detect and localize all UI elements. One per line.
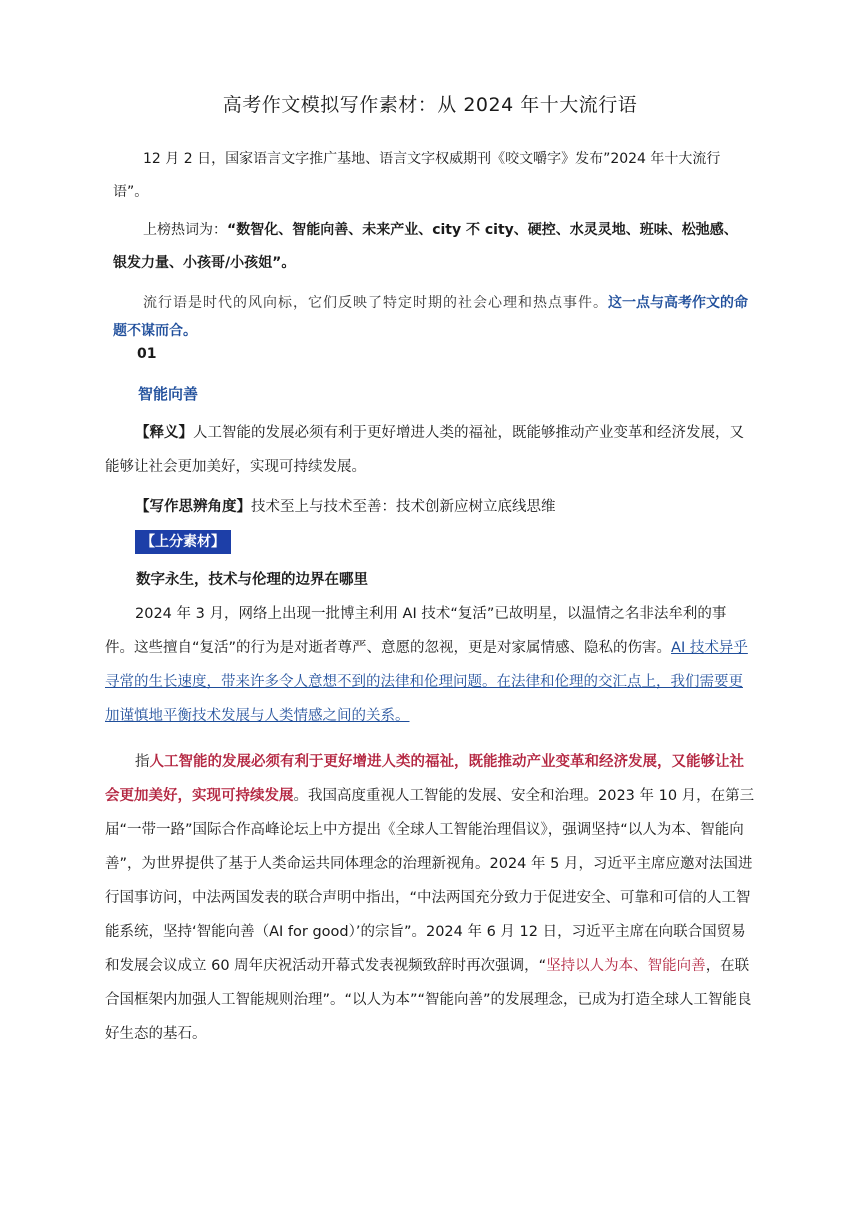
intro-release-text: 12 月 2 日，国家语言文字推广基地、语言文字权威期刊《咬文嚼字》发布”2024 年十大流行语”。 <box>113 151 721 200</box>
material-2-red-definition: 人工智能的发展必须有利于更好增进人类的福祉，既能推动产业变革和经济发展，又能够让社会更加美好，实现可持续发展 <box>105 754 744 804</box>
material-tag: 【上分素材】 <box>135 530 231 554</box>
context-text: 流行语是时代的风向标，它们反映了特定时期的社会心理和热点事件。 <box>143 295 608 311</box>
context-highlight: 这一点与高考作文的命题不谋而合。 <box>113 295 748 339</box>
intro-paragraph-keywords <box>113 214 749 280</box>
material-2-red-quote: 坚持以人为本、智能向善 <box>546 958 706 974</box>
intro-paragraph-release <box>113 143 749 209</box>
writing-angle-label: 【写作思辨角度】 <box>135 499 251 515</box>
material-1-text: 2024 年 3 月，网络上出现一批博主利用 AI 技术“复活”已故明星，以温情之名非法牟利的事件。这些擅自“复活”的行为是对逝者尊严、意愿的忽视，更是对家属情感、隐私的伤害。 <box>105 606 727 656</box>
section-heading: 智能向善 <box>138 385 199 403</box>
material-paragraph-1 <box>105 597 755 733</box>
keywords-list: “数智化、智能向善、未来产业、city 不 city、硬控、水灵灵地、班味、松弛感、银发力量、小孩哥/小孩姐”。 <box>113 222 738 271</box>
material-2-ending: ，在联合国框架内加强人工智能规则治理”。“以人为本”“智能向善”的发展理念，已成为打造全球人工智能良好生态的基石。 <box>105 958 752 1042</box>
keywords-prefix: 上榜热词为： <box>143 222 227 238</box>
material-2-body: 。我国高度重视人工智能的发展、安全和治理。2023 年 10 月，在第三届“一带一路”国际合作高峰论坛上中方提出《全球人工智能治理倡议》，强调坚持“以人为本、智能向善”，为世界提供了基于人类命运共同体理念的治理新视角。2024 年 5 月，习近平主席应邀对法国进行国事访问，中法两国发表的联合声明中指出，“中法两国充分致力于促进安全、可靠和可信的人工智能系统，坚持‘智能向善（AI for good）’的宗旨”。2024 年 6 月 12 日，习近平主席在向联合国贸易和发展会议成立 60 周年庆祝活动开幕式发表视频致辞时再次强调，“ <box>105 788 755 974</box>
definition-label: 【释义】 <box>135 425 193 441</box>
document-title: 高考作文模拟写作素材：从 2024 年十大流行语 <box>222 94 638 116</box>
material-2-lead: 指 <box>135 754 150 770</box>
section-number: 01 <box>137 346 157 362</box>
definition-text: 人工智能的发展必须有利于更好增进人类的福祉，既能够推动产业变革和经济发展，又能够让社会更加美好，实现可持续发展。 <box>105 425 744 475</box>
intro-paragraph-context <box>113 289 749 345</box>
writing-angle-paragraph <box>105 490 755 524</box>
material-paragraph-2 <box>105 745 755 1051</box>
material-subheading: 数字永生，技术与伦理的边界在哪里 <box>136 572 368 588</box>
definition-paragraph <box>105 416 755 484</box>
writing-angle-text: 技术至上与技术至善：技术创新应树立底线思维 <box>251 499 556 515</box>
material-1-highlight: AI 技术异乎寻常的生长速度，带来许多令人意想不到的法律和伦理问题。在法律和伦理的交汇点上，我们需要更加谨慎地平衡技术发展与人类情感之间的关系。 <box>105 640 748 724</box>
